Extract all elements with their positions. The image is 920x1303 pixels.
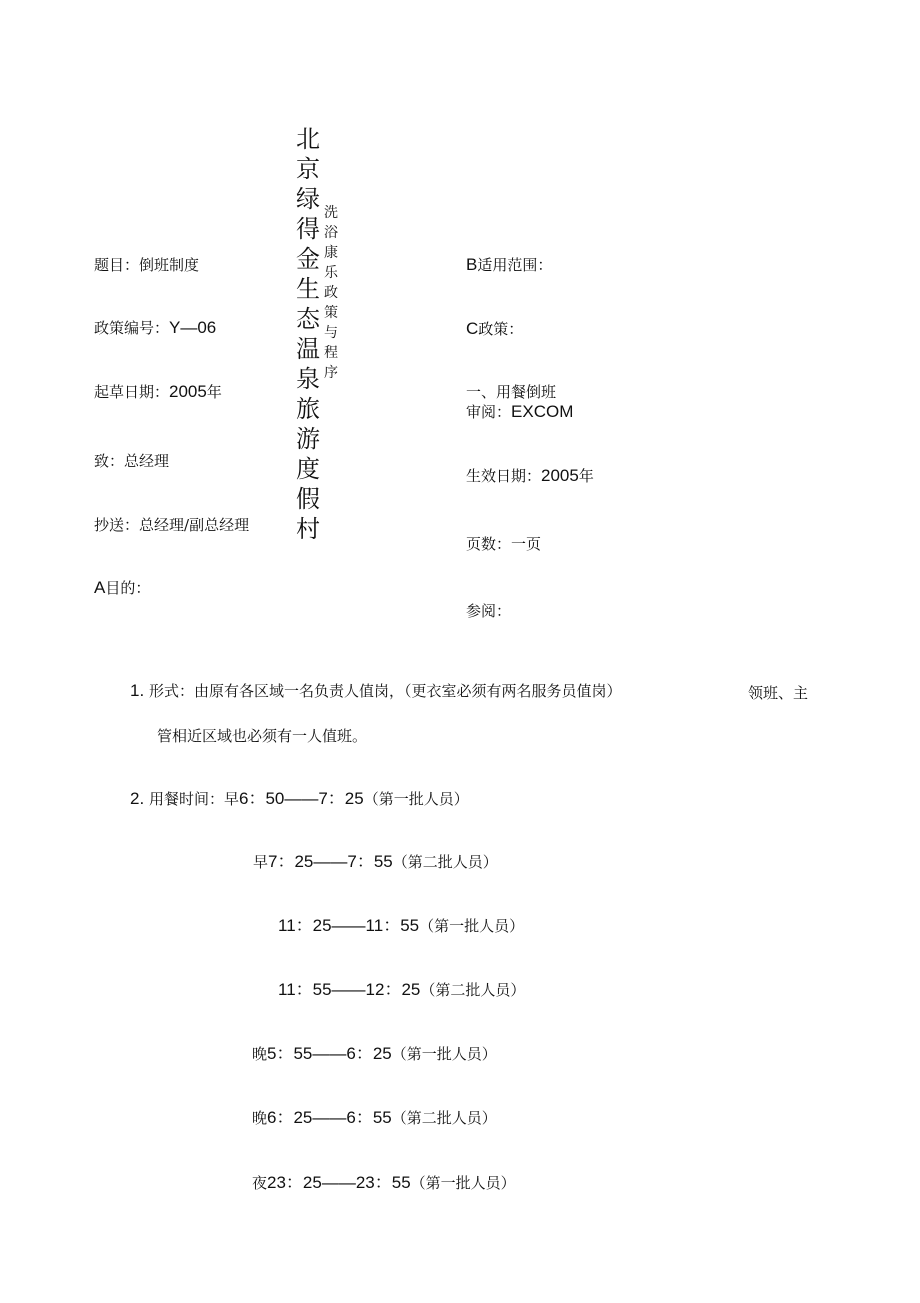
effective-date-year: 2005: [541, 466, 579, 485]
item-2-number: 2.: [130, 789, 145, 808]
schedule-row: [252, 1174, 516, 1192]
section-title: 一、用餐倒班: [466, 383, 557, 401]
schedule-time: 11：25——11：55: [278, 916, 420, 935]
cc-value: 总经理/副总经理: [139, 516, 250, 534]
item-1-tail: 领班、主: [748, 684, 809, 702]
policy-label: 政策：: [478, 320, 524, 338]
draft-date-field: [94, 383, 222, 401]
item-1-number: 1.: [130, 681, 145, 700]
schedule-prefix: 晚: [252, 1109, 268, 1127]
subject-field: [94, 256, 199, 274]
pages-label: 页数：: [466, 535, 512, 553]
schedule-batch: （第一批人员）: [410, 1174, 516, 1192]
review-value: EXCOM: [511, 402, 574, 421]
schedule-prefix: 晚: [252, 1045, 268, 1063]
purpose-field: [94, 579, 150, 597]
schedule-time: 6：25——6：55: [267, 1108, 392, 1127]
schedule-row: [278, 981, 525, 999]
policy-letter: C: [466, 319, 479, 338]
schedule-row: [253, 853, 498, 871]
refer-label: 参阅：: [466, 602, 512, 620]
review-label: 审阅：: [466, 403, 512, 421]
schedule-time: 5：55——6：25: [267, 1044, 392, 1063]
scope-label: 适用范围：: [477, 256, 553, 274]
refer-field: [466, 602, 511, 620]
schedule-time: 23：25——23：55: [267, 1173, 411, 1192]
item-1: [130, 682, 621, 700]
draft-date-suffix: 年: [206, 383, 222, 401]
review-field: [466, 403, 573, 421]
schedule-batch: （第一批人员）: [419, 917, 525, 935]
schedule-time: 11：55——12：25: [278, 980, 421, 999]
schedule-batch: （第二批人员）: [391, 1109, 497, 1127]
schedule-batch: （第一批人员）: [391, 1045, 497, 1063]
cc-label: 抄送：: [94, 516, 140, 534]
item-2-batch: （第一批人员）: [363, 790, 469, 808]
item-1-continuation: 管相近区域也必须有一人值班。: [157, 727, 368, 745]
item-2: [130, 790, 469, 808]
effective-date-label: 生效日期：: [466, 467, 542, 485]
schedule-prefix: 早: [253, 853, 269, 871]
schedule-batch: （第二批人员）: [420, 981, 526, 999]
scope-letter: B: [466, 255, 478, 274]
subject-label: 题目：: [94, 256, 140, 274]
pages-field: [466, 535, 541, 553]
effective-date-suffix: 年: [578, 467, 594, 485]
schedule-row: [278, 917, 524, 935]
policy-number-field: [94, 319, 216, 337]
schedule-row: [252, 1109, 497, 1127]
item-1-text: 形式：由原有各区域一名负责人值岗，（更衣室必须有两名服务员值岗）: [148, 682, 622, 700]
policy-field: [466, 320, 523, 338]
pages-value: 一页: [511, 535, 542, 553]
scope-field: [466, 256, 552, 274]
to-field: [94, 452, 169, 470]
draft-date-year: 2005: [169, 382, 207, 401]
item-2-time: 6：50——7：25: [238, 789, 364, 808]
subject-value: 倒班制度: [139, 256, 200, 274]
schedule-row: [252, 1045, 497, 1063]
effective-date-field: [466, 467, 594, 485]
schedule-prefix: 夜: [252, 1174, 268, 1192]
resort-title-vertical: 北京绿得金生态温泉旅游度假村: [296, 125, 320, 543]
to-value: 总经理: [124, 452, 170, 470]
schedule-batch: （第二批人员）: [392, 853, 498, 871]
cc-field: [94, 516, 249, 534]
schedule-time: 7：25——7：55: [268, 852, 393, 871]
document-type-vertical: 洗浴康乐政策与程序: [324, 205, 338, 381]
policy-number-value: Y—06: [169, 318, 217, 337]
draft-date-label: 起草日期：: [94, 383, 170, 401]
purpose-letter: A: [94, 578, 106, 597]
item-2-prefix: 用餐时间：早: [148, 790, 239, 808]
purpose-label: 目的：: [105, 579, 151, 597]
to-label: 致：: [94, 452, 125, 470]
policy-number-label: 政策编号：: [94, 319, 170, 337]
